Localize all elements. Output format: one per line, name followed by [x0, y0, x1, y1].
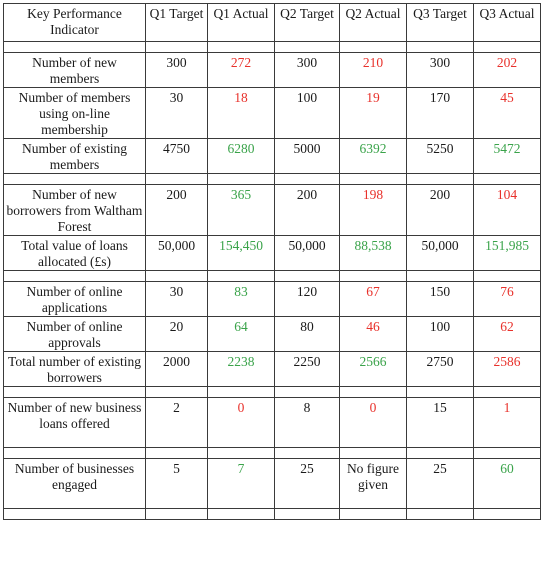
table-row	[4, 317, 541, 352]
spacer-cell	[4, 174, 146, 185]
value-cell: No figure given	[340, 459, 407, 509]
spacer-cell	[340, 174, 407, 185]
value-cell: 50,000	[146, 236, 208, 271]
spacer-cell	[4, 509, 146, 520]
spacer-cell	[474, 174, 541, 185]
spacer-cell	[208, 174, 275, 185]
kpi-label: Number of online applications	[4, 282, 146, 317]
value-cell: 202	[474, 53, 541, 88]
value-cell: 88,538	[340, 236, 407, 271]
spacer-cell	[340, 448, 407, 459]
value-cell: 18	[208, 88, 275, 139]
value-cell: 300	[146, 53, 208, 88]
kpi-label: Number of online approvals	[4, 317, 146, 352]
spacer-cell	[407, 387, 474, 398]
value-cell: 7	[208, 459, 275, 509]
table-row	[4, 282, 541, 317]
table-row	[4, 398, 541, 448]
value-cell: 50,000	[407, 236, 474, 271]
header-q2-actual: Q2 Actual	[340, 4, 407, 42]
table-row	[4, 139, 541, 174]
spacer-cell	[4, 448, 146, 459]
value-cell: 64	[208, 317, 275, 352]
value-cell: 25	[407, 459, 474, 509]
value-cell: 50,000	[275, 236, 340, 271]
header-q3-actual: Q3 Actual	[474, 4, 541, 42]
spacer-cell	[407, 174, 474, 185]
spacer-cell	[4, 42, 146, 53]
value-cell: 30	[146, 282, 208, 317]
value-cell: 83	[208, 282, 275, 317]
value-cell: 19	[340, 88, 407, 139]
kpi-label: Number of businesses engaged	[4, 459, 146, 509]
value-cell: 30	[146, 88, 208, 139]
spacer-row	[4, 448, 541, 459]
spacer-cell	[340, 509, 407, 520]
table-row	[4, 459, 541, 509]
value-cell: 2250	[275, 352, 340, 387]
spacer-cell	[4, 271, 146, 282]
value-cell: 6392	[340, 139, 407, 174]
kpi-label: Number of existing members	[4, 139, 146, 174]
value-cell: 151,985	[474, 236, 541, 271]
kpi-label: Total value of loans allocated (£s)	[4, 236, 146, 271]
value-cell: 25	[275, 459, 340, 509]
value-cell: 67	[340, 282, 407, 317]
value-cell: 5472	[474, 139, 541, 174]
spacer-cell	[407, 448, 474, 459]
spacer-cell	[146, 448, 208, 459]
spacer-cell	[407, 509, 474, 520]
value-cell: 15	[407, 398, 474, 448]
value-cell: 2566	[340, 352, 407, 387]
value-cell: 20	[146, 317, 208, 352]
value-cell: 100	[407, 317, 474, 352]
spacer-cell	[407, 42, 474, 53]
spacer-cell	[340, 387, 407, 398]
value-cell: 46	[340, 317, 407, 352]
value-cell: 2	[146, 398, 208, 448]
value-cell: 120	[275, 282, 340, 317]
spacer-cell	[474, 448, 541, 459]
value-cell: 104	[474, 185, 541, 236]
value-cell: 60	[474, 459, 541, 509]
spacer-cell	[275, 174, 340, 185]
spacer-cell	[474, 42, 541, 53]
value-cell: 0	[208, 398, 275, 448]
table-row	[4, 53, 541, 88]
spacer-cell	[275, 448, 340, 459]
kpi-table	[3, 3, 541, 520]
spacer-cell	[474, 387, 541, 398]
spacer-cell	[474, 509, 541, 520]
table-row	[4, 352, 541, 387]
spacer-cell	[340, 42, 407, 53]
value-cell: 2000	[146, 352, 208, 387]
value-cell: 45	[474, 88, 541, 139]
spacer-cell	[146, 509, 208, 520]
spacer-cell	[208, 271, 275, 282]
value-cell: 4750	[146, 139, 208, 174]
spacer-cell	[275, 42, 340, 53]
kpi-label: Number of new business loans offered	[4, 398, 146, 448]
value-cell: 200	[275, 185, 340, 236]
kpi-label: Total number of existing borrowers	[4, 352, 146, 387]
kpi-label: Number of members using on-line membership	[4, 88, 146, 139]
spacer-cell	[146, 42, 208, 53]
spacer-cell	[275, 271, 340, 282]
spacer-cell	[275, 509, 340, 520]
value-cell: 8	[275, 398, 340, 448]
spacer-row	[4, 509, 541, 520]
spacer-cell	[208, 42, 275, 53]
value-cell: 150	[407, 282, 474, 317]
value-cell: 200	[407, 185, 474, 236]
header-q2-target: Q2 Target	[275, 4, 340, 42]
header-q1-actual: Q1 Actual	[208, 4, 275, 42]
spacer-cell	[146, 387, 208, 398]
kpi-label: Number of new members	[4, 53, 146, 88]
spacer-cell	[407, 271, 474, 282]
value-cell: 5000	[275, 139, 340, 174]
spacer-row	[4, 271, 541, 282]
table-body	[4, 42, 541, 520]
value-cell: 154,450	[208, 236, 275, 271]
table-row	[4, 185, 541, 236]
header-q3-target: Q3 Target	[407, 4, 474, 42]
spacer-cell	[4, 387, 146, 398]
spacer-cell	[474, 271, 541, 282]
value-cell: 210	[340, 53, 407, 88]
value-cell: 76	[474, 282, 541, 317]
value-cell: 300	[407, 53, 474, 88]
spacer-row	[4, 174, 541, 185]
value-cell: 5	[146, 459, 208, 509]
value-cell: 200	[146, 185, 208, 236]
value-cell: 198	[340, 185, 407, 236]
table-row	[4, 88, 541, 139]
value-cell: 1	[474, 398, 541, 448]
spacer-cell	[275, 387, 340, 398]
header-row	[4, 4, 541, 42]
value-cell: 100	[275, 88, 340, 139]
spacer-row	[4, 42, 541, 53]
value-cell: 2750	[407, 352, 474, 387]
value-cell: 5250	[407, 139, 474, 174]
value-cell: 80	[275, 317, 340, 352]
value-cell: 2238	[208, 352, 275, 387]
spacer-cell	[208, 509, 275, 520]
spacer-cell	[208, 448, 275, 459]
value-cell: 300	[275, 53, 340, 88]
value-cell: 2586	[474, 352, 541, 387]
kpi-label: Number of new borrowers from Waltham Forest	[4, 185, 146, 236]
header-q1-target: Q1 Target	[146, 4, 208, 42]
value-cell: 0	[340, 398, 407, 448]
spacer-cell	[208, 387, 275, 398]
value-cell: 272	[208, 53, 275, 88]
spacer-cell	[340, 271, 407, 282]
header-kpi: Key Performance Indicator	[4, 4, 146, 42]
value-cell: 62	[474, 317, 541, 352]
value-cell: 365	[208, 185, 275, 236]
value-cell: 6280	[208, 139, 275, 174]
spacer-cell	[146, 174, 208, 185]
table-row	[4, 236, 541, 271]
value-cell: 170	[407, 88, 474, 139]
spacer-cell	[146, 271, 208, 282]
spacer-row	[4, 387, 541, 398]
